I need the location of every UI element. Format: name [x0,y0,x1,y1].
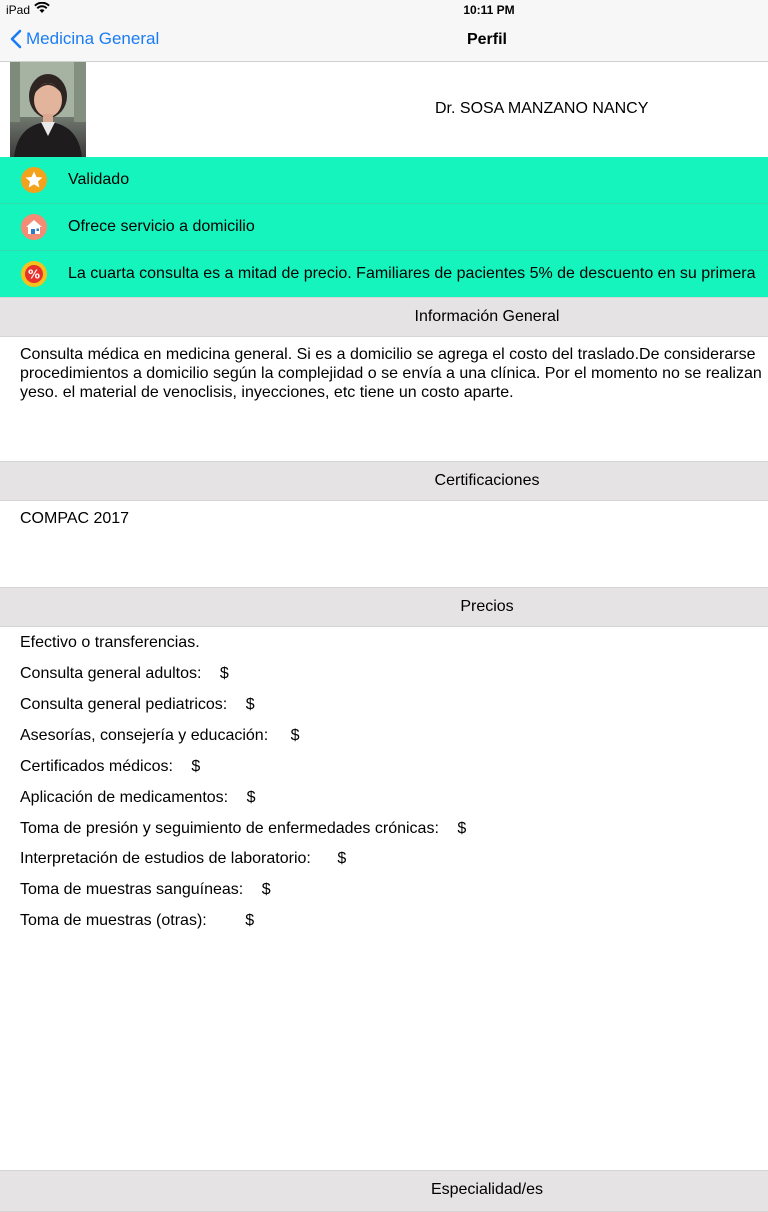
section-header-specialty [0,1170,768,1212]
price-value: $ [261,881,271,898]
star-icon [20,166,48,194]
info-line: procedimientos a domicilio según la complejidad o se envía a una clínica. Por el momento no se realizan [20,365,762,382]
price-item [20,789,255,807]
doctor-name: Dr. SOSA MANZANO NANCY [435,100,649,117]
price-value: $ [191,758,201,775]
price-item [20,820,466,838]
price-value: $ [219,665,229,682]
doctor-photo [10,62,86,157]
percent-icon [20,260,48,288]
price-label: Aplicación de medicamentos: [20,789,229,806]
clock: 10:11 PM [463,3,515,17]
price-value: $ [245,696,255,713]
status-bar [0,0,768,20]
section-title: Información General [414,308,560,325]
price-item [20,758,200,776]
price-label: Toma de muestras (otras): [20,912,207,929]
badge-text: Ofrece servicio a domicilio [68,218,255,235]
section-header-certifications [0,461,768,501]
home-icon [20,213,48,241]
price-label: Consulta general adultos: [20,665,202,682]
svg-text:%: % [27,267,41,282]
page-title: Perfil [466,31,507,48]
price-label: Certificados médicos: [20,758,173,775]
price-item [20,912,254,930]
certification-text: COMPAC 2017 [20,510,130,527]
price-label: Consulta general pediatricos: [20,696,228,713]
section-title: Precios [460,598,514,615]
price-item [20,727,300,745]
badge-home-service [0,204,768,251]
price-label: Asesorías, consejería y educación: [20,727,269,744]
badges-panel [0,157,768,297]
section-header-info [0,297,768,337]
section-title: Especialidad/es [430,1181,544,1198]
price-label: Toma de muestras sanguíneas: [20,881,244,898]
price-item [20,850,346,868]
price-label: Toma de presión y seguimiento de enfermedades crónicas: [20,820,439,837]
price-label: Interpretación de estudios de laboratorio: [20,850,311,867]
section-header-prices [0,587,768,627]
back-label: Medicina General [26,29,160,48]
price-value: $ [337,850,347,867]
badge-text: La cuarta consulta es a mitad de precio. Familiares de pacientes 5% de descuento en su primera [68,265,756,282]
price-value: $ [246,789,256,806]
info-line: Consulta médica en medicina general. Si es a domicilio se agrega el costo del traslado.De considerarse [20,346,756,363]
price-value: $ [245,912,255,929]
price-item [20,696,255,714]
price-item [20,881,271,899]
navigation-bar [0,20,768,62]
info-line: yeso. el material de venoclisis, inyecciones, etc tiene un costo aparte. [20,384,514,401]
price-item [20,665,229,683]
badge-validated [0,157,768,204]
badge-text: Validado [68,171,130,188]
badge-discount [0,251,768,297]
section-title: Certificaciones [434,472,540,489]
price-value: $ [290,727,300,744]
price-value: $ [457,820,467,837]
payment-methods: Efectivo o transferencias. [20,634,200,651]
device-label: iPad [6,3,31,17]
